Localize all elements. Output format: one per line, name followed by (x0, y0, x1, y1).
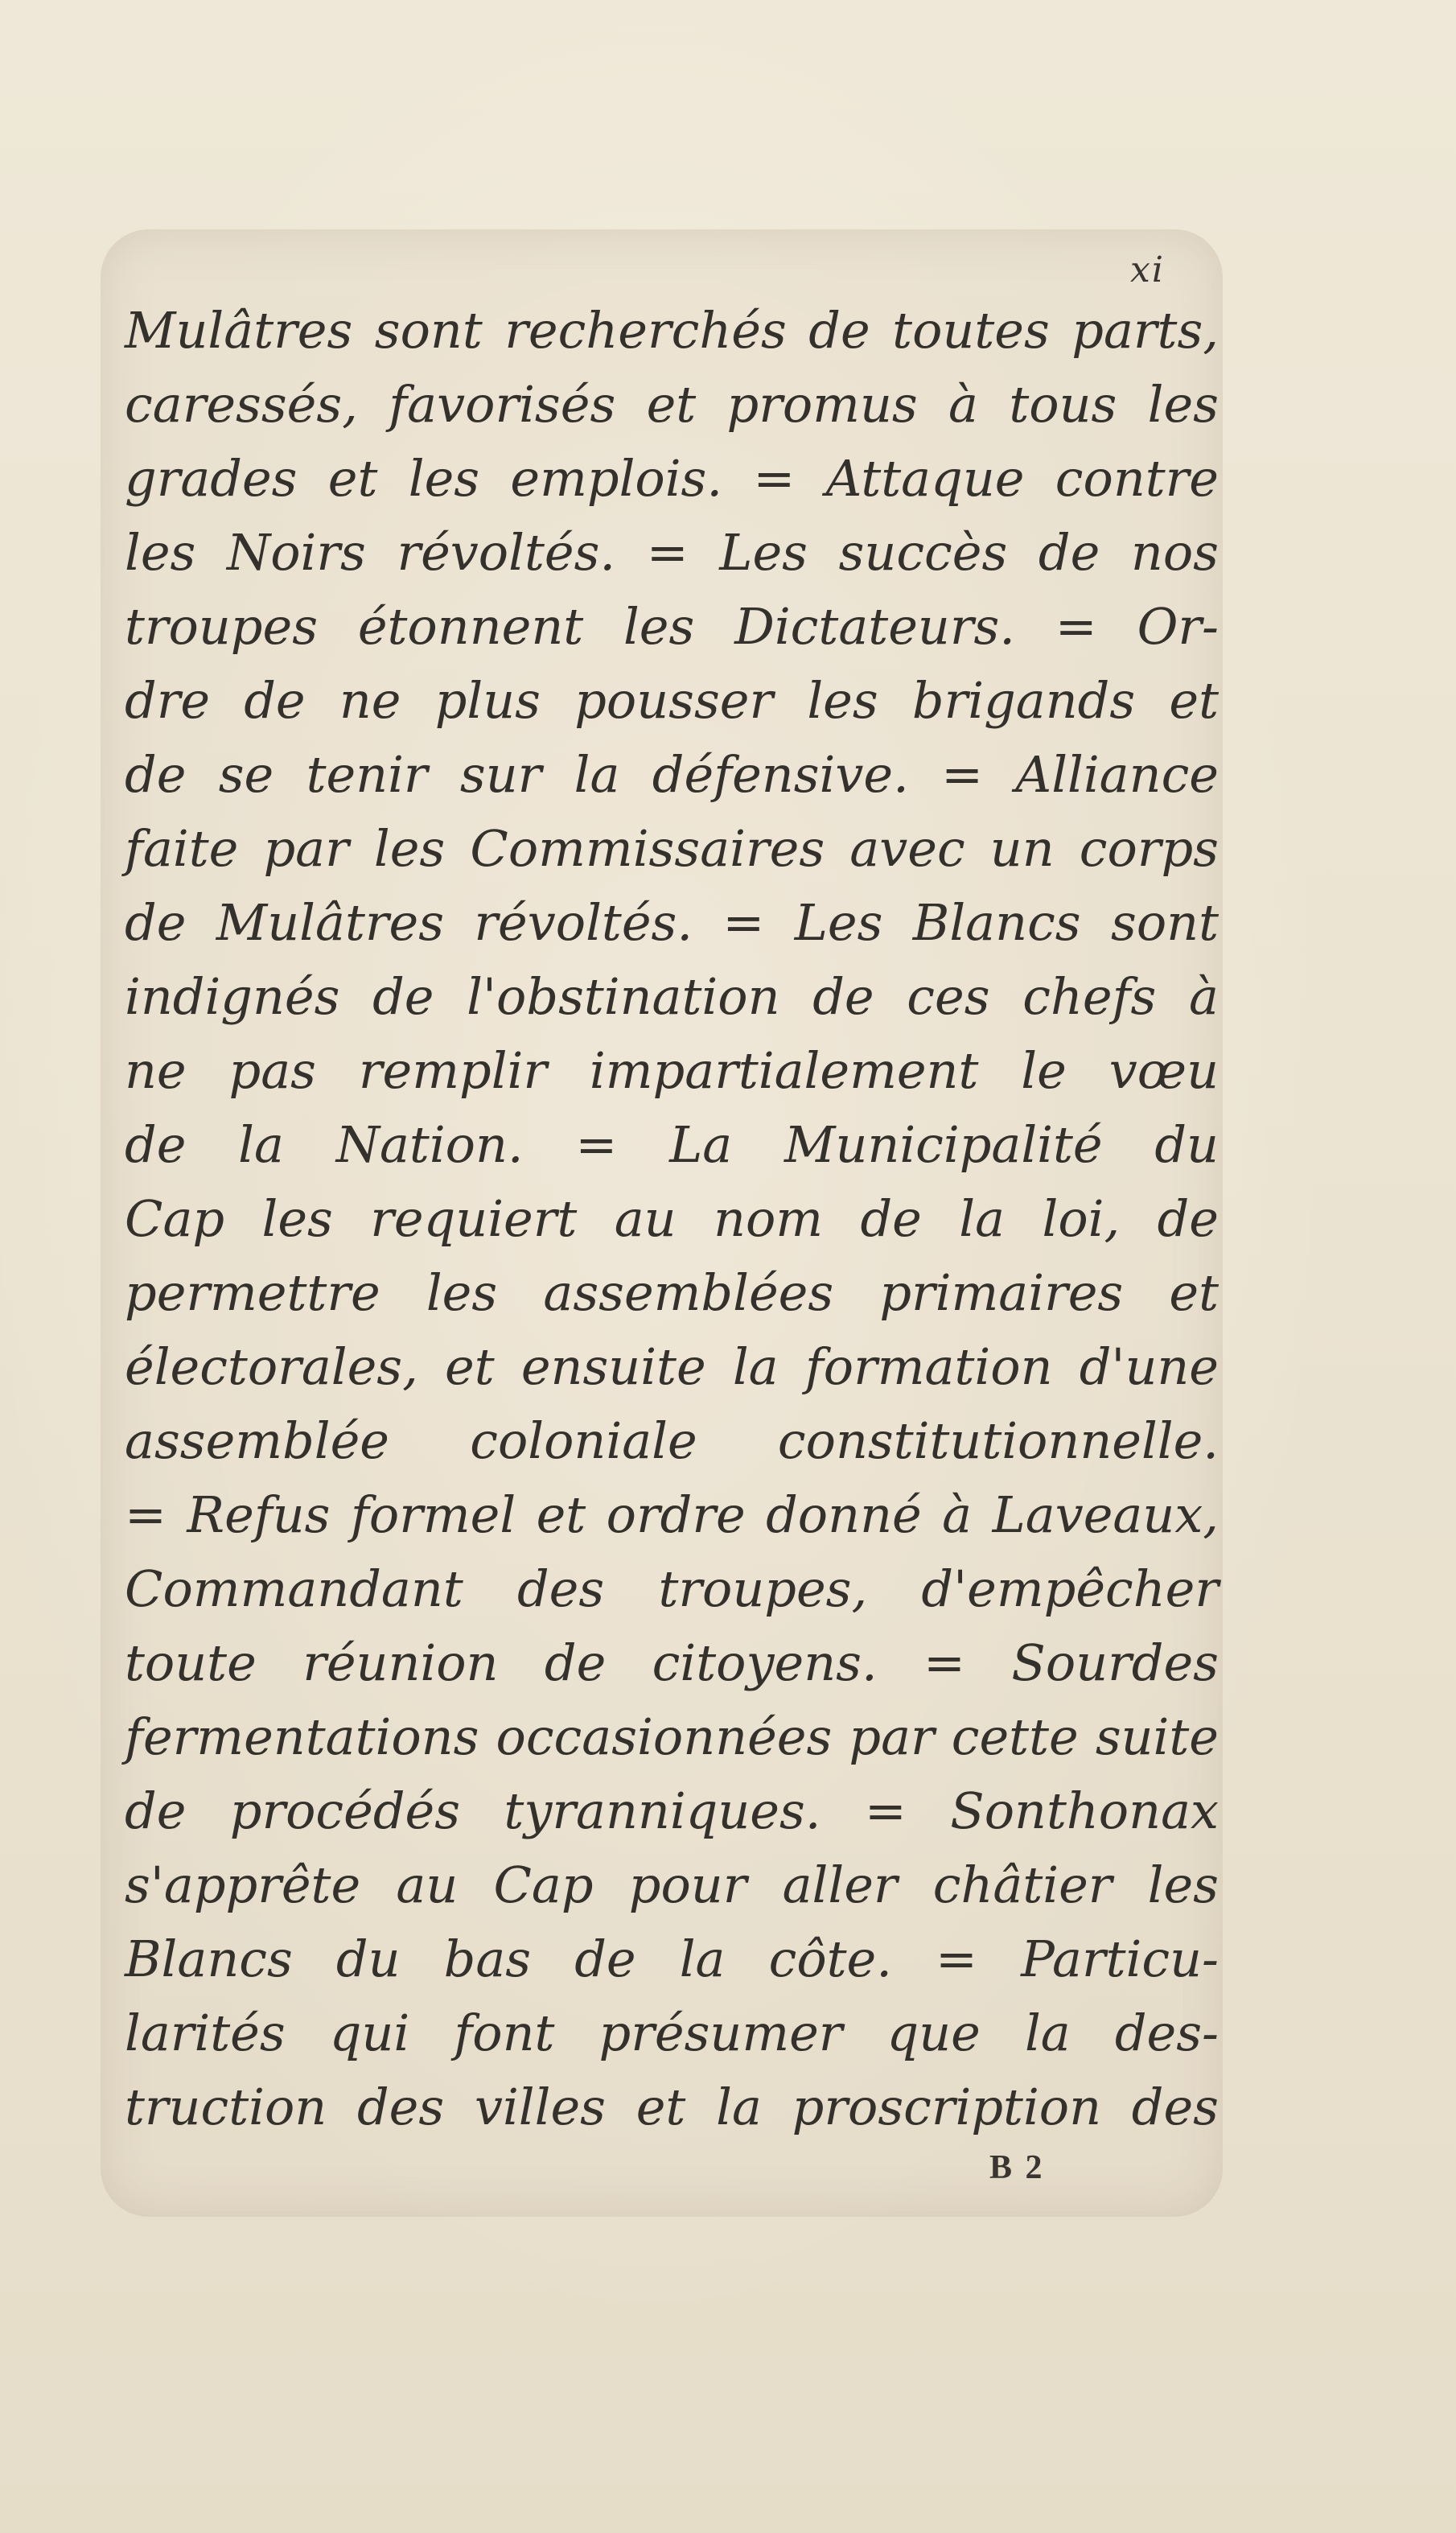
text-line: Mulâtres sont recherchés de toutes parts, (125, 301, 1219, 360)
text-line: électorales, et ensuite la formation d'une (125, 1337, 1219, 1396)
text-line: indignés de l'obstination de ces chefs à (125, 967, 1219, 1026)
text-line: permettre les assemblées primaires et (125, 1263, 1219, 1322)
text-line: Blancs du bas de la côte. = Particu- (125, 1930, 1219, 1988)
text-line: de procédés tyranniques. = Sonthonax (125, 1781, 1219, 1840)
text-line: caressés, favorisés et promus à tous les (125, 375, 1219, 434)
text-line: s'apprête au Cap pour aller châtier les (125, 1855, 1219, 1914)
body-text (125, 294, 1219, 2144)
signature-mark: B 2 (989, 2149, 1045, 2186)
text-line: Commandant des troupes, d'empêcher (125, 1559, 1219, 1618)
text-line: troupes étonnent les Dictateurs. = Or- (125, 597, 1219, 656)
text-line: dre de ne plus pousser les brigands et (125, 671, 1219, 730)
text-line: de Mulâtres révoltés. = Les Blancs sont (125, 893, 1219, 952)
text-line: de se tenir sur la défensive. = Alliance (125, 745, 1219, 804)
text-line: toute réunion de citoyens. = Sourdes (125, 1633, 1219, 1692)
text-line: Cap les requiert au nom de la loi, de (125, 1189, 1219, 1248)
text-line: = Refus formel et ordre donné à Laveaux, (125, 1485, 1219, 1544)
text-line: de la Nation. = La Municipalité du (125, 1115, 1219, 1174)
text-line: ne pas remplir impartialement le vœu (125, 1041, 1219, 1100)
text-line: truction des villes et la proscription des (125, 2078, 1219, 2136)
text-line: grades et les emplois. = Attaque contre (125, 449, 1219, 508)
text-line: fermentations occasionnées par cette suite (125, 1707, 1219, 1766)
page-number: xi (1130, 249, 1165, 290)
text-line: les Noirs révoltés. = Les succès de nos (125, 523, 1219, 582)
text-line: larités qui font présumer que la des- (125, 2004, 1219, 2062)
text-line: faite par les Commissaires avec un corps (125, 819, 1219, 878)
text-line: assemblée coloniale constitutionnelle. (125, 1411, 1219, 1470)
